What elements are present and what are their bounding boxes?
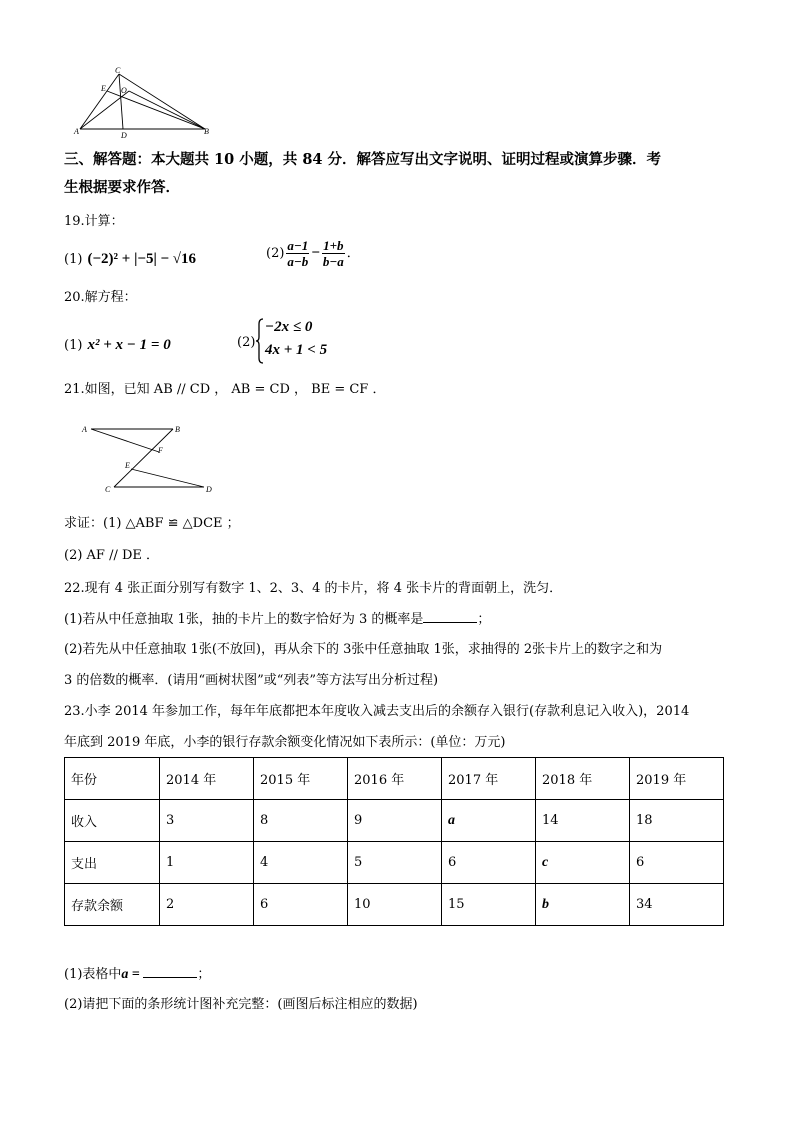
- q21-prove-1: 求证：(1) △ABF ≌ △DCE ；: [64, 516, 240, 531]
- table-row: [65, 800, 724, 842]
- table-cell: 10: [348, 884, 442, 926]
- table-cell: 5: [348, 842, 442, 884]
- fraction-2-denominator: b−a: [322, 254, 344, 269]
- fraction-2-numerator: 1+b: [323, 238, 344, 253]
- point-label-a: A: [82, 425, 87, 434]
- system-line-2: 4x + 1 < 5: [265, 342, 328, 358]
- table-cell: 8: [254, 800, 348, 842]
- table-cell: 支出: [65, 842, 160, 884]
- point-label-c: C: [105, 485, 111, 494]
- fraction-2: [322, 238, 345, 269]
- table-cell: 4: [254, 842, 348, 884]
- table-cell-variable: a: [442, 800, 536, 842]
- q23-part-2: (2)请把下面的条形统计图补充完整：(画图后标注相应的数据): [64, 997, 418, 1012]
- table-row: [65, 758, 724, 800]
- section-heading-line2: 生根据要求作答．: [64, 179, 180, 196]
- point-label-f: F: [158, 446, 163, 455]
- vertex-label-d: D: [121, 131, 127, 140]
- table-cell-variable: c: [536, 842, 630, 884]
- q22-line-2: [64, 610, 490, 629]
- minus-sign: −: [311, 245, 320, 261]
- table-cell: 18: [630, 800, 724, 842]
- q22-line-3: (2)若先从中任意抽取 1张(不放回)，再从余下的 3张中任意抽取 1张，求抽得的 2张卡片上的数字之和为: [64, 642, 663, 657]
- system-brace: [255, 318, 265, 364]
- table-header-cell: 2014 年: [160, 758, 254, 800]
- q22-part1-text: (1)若从中任意抽取 1张，抽的卡片上的数字恰好为 3 的概率是: [64, 612, 424, 627]
- q22-line-1: 22.现有 4 张正面分别写有数字 1、2、3、4 的卡片，将 4 张卡片的背面朝上，洗匀．: [64, 581, 563, 596]
- table-cell: 34: [630, 884, 724, 926]
- q21-statement: 21.如图，已知 AB // CD ， AB = CD ， BE = CF ．: [64, 382, 386, 397]
- table-cell: 存款余额: [65, 884, 160, 926]
- table-header-cell: 2016 年: [348, 758, 442, 800]
- q19-part2: [266, 238, 360, 269]
- table-cell: 14: [536, 800, 630, 842]
- q20-part1-label: (1): [64, 338, 83, 353]
- q20-part2-label: (2): [237, 335, 256, 350]
- answer-blank-2[interactable]: [143, 965, 197, 978]
- table-row: [65, 884, 724, 926]
- table-cell: 6: [630, 842, 724, 884]
- point-label-b: B: [175, 425, 180, 434]
- q23-line-1: 23.小李 2014 年参加工作，每年年底都把本年度收入减去支出后的余额存入银行(存款利息记入收入)，2014: [64, 704, 690, 719]
- fraction-1: [286, 238, 309, 269]
- table-header-cell: 2019 年: [630, 758, 724, 800]
- table-cell: 3: [160, 800, 254, 842]
- vertex-label-o: O: [121, 86, 127, 95]
- table-header-cell: 年份: [65, 758, 160, 800]
- q23-part1-var: a: [121, 967, 129, 982]
- q20-title: 20.解方程：: [64, 290, 137, 305]
- system-line-1: −2x ≤ 0: [265, 319, 313, 335]
- q20-part1: [64, 334, 171, 355]
- z-shape-figure: [74, 420, 224, 498]
- fraction-1-numerator: a−1: [287, 238, 309, 253]
- table-header-cell: 2018 年: [536, 758, 630, 800]
- q19-part1-label: (1): [64, 252, 83, 267]
- answer-blank-1[interactable]: [423, 610, 477, 623]
- q23-part1-end: ；: [197, 967, 211, 982]
- point-label-e: E: [125, 461, 130, 470]
- table-row: [65, 842, 724, 884]
- q22-part1-end: ；: [477, 612, 491, 627]
- q19-part1: [64, 248, 196, 269]
- q23-part-1: [64, 965, 210, 984]
- q19-title: 19.计算：: [64, 214, 124, 229]
- q19-part1-expression: (−2)² + |−5| − √16: [87, 251, 197, 267]
- table-cell: 1: [160, 842, 254, 884]
- vertex-label-b: B: [204, 127, 209, 136]
- table-cell: 2: [160, 884, 254, 926]
- section-heading-line1: 三、解答题：本大题共 10 小题，共 84 分．解答应写出文字说明、证明过程或演算步骤．考: [64, 151, 662, 168]
- table-cell: 收入: [65, 800, 160, 842]
- q20-part1-expression: x² + x − 1 = 0: [87, 337, 171, 353]
- savings-table: [64, 757, 724, 926]
- q19-part2-end: ．: [346, 245, 360, 261]
- q22-line-4: 3 的倍数的概率．(请用“画树状图”或“列表”等方法写出分析过程): [64, 673, 439, 688]
- table-cell: 6: [254, 884, 348, 926]
- triangle-figure: [70, 66, 220, 142]
- q23-part1-eq: =: [128, 967, 144, 982]
- vertex-label-c: C: [115, 66, 121, 75]
- table-cell: 15: [442, 884, 536, 926]
- table-header-cell: 2017 年: [442, 758, 536, 800]
- q19-part2-label: (2): [266, 245, 285, 261]
- q23-line-2: 年底到 2019 年底，小李的银行存款余额变化情况如下表所示：(单位：万元): [64, 735, 506, 750]
- point-label-d: D: [206, 485, 212, 494]
- table-cell: 9: [348, 800, 442, 842]
- vertex-label-e: E: [101, 84, 106, 93]
- vertex-label-a: A: [74, 127, 79, 136]
- q21-prove-2: (2) AF // DE ．: [64, 548, 160, 563]
- table-cell-variable: b: [536, 884, 630, 926]
- table-cell: 6: [442, 842, 536, 884]
- fraction-1-denominator: a−b: [287, 254, 309, 269]
- q23-part1-text: (1)表格中: [64, 967, 122, 982]
- table-header-cell: 2015 年: [254, 758, 348, 800]
